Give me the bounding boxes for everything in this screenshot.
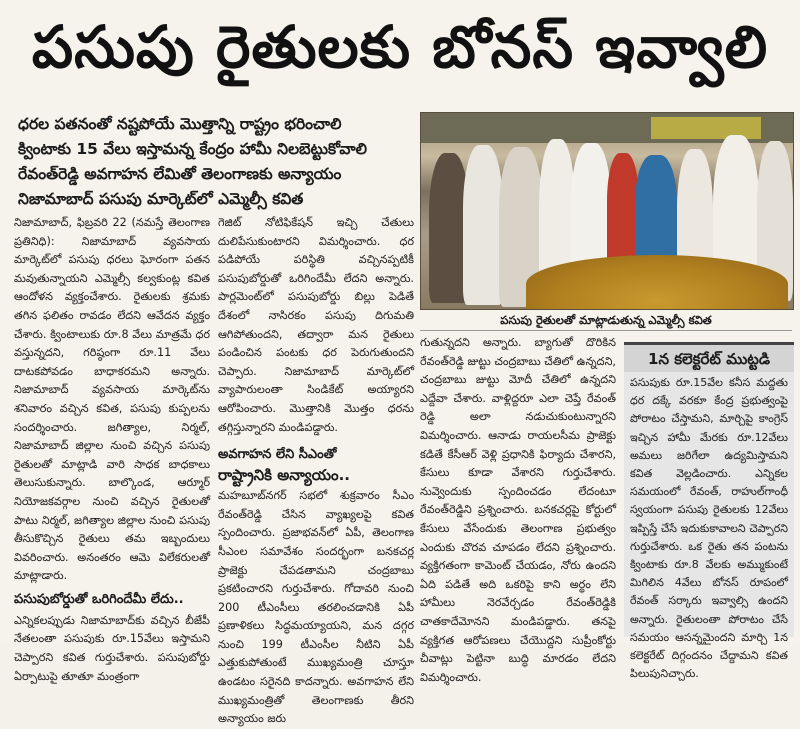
article-paragraph: గుతున్నదని అన్నారు. బ్యాగుతో దొరికిన రేవంత్‌రెడ్డి జుట్టు చంద్రబాబు చేతిలో ఉన్నదని, చంద్రబాబు జుట్టు మోదీ చేతిలో ఉన్నదని ఎద్దేవా చేశారు. వాళ్లిద్దరూ ఎలా చెప్తే రేవంత్ రెడ్డి అలా నడుచుకుంటున్నారని విమర్శించారు. ఆనాడు రాయలసీమ ప్రాజెక్టు కడితే కేసీఆర్ వెళ్లి ప్రధానికి ఫిర్యాదు చేశారని, కేసులు కూడా వేశారని గుర్తుచేశారు. నువ్వెందుకు స్పందించడం లేదంటూ రేవంత్‌రెడ్డిని ప్రశ్నించారు. బనకచర్లపై కోర్టులో కేసులు వేసేందుకు తెలంగాణ ప్రభుత్వం ఎందుకు చొరవ చూపడం లేదని ప్రశ్నించారు. వ్యక్తిగతంగా కామెంట్ చేయడం, నోరు ఉందని ఏది పడితే అది ఒకరిపై కాని అర్థం లేని హామీలు నెరవేర్చడం రేవంత్‌రెడ్డికి చాతకాదేమోనని మండిపడ్డారు. తనపై వ్యక్తిగత ఆరోపణలు చేయొద్దని సుప్రీంకోర్టు చీవాట్లు పెట్టినా బుద్ధి మారడం లేదని విమర్శించారు.: [420, 336, 616, 684]
section-heading: పసుపుబోర్డుతో ఒరిగిందేమీ లేదు..: [14, 591, 184, 607]
sidebar-box: [624, 342, 794, 681]
article-column-1: [14, 214, 210, 686]
article-column-3: [420, 334, 616, 687]
photo-person: [463, 145, 503, 305]
article-paragraph: మహబూబ్‌నగర్ సభలో శుక్రవారం సీఎం రేవంత్‌రెడ్డి చేసిన వ్యాఖ్యలపై కవిత స్పందించారు. ప్రజాభవన్‌లో ఏపీ, తెలంగాణ సీఎంల సమావేశం సందర్భంగా బనకచర్ల ప్రాజెక్టు చేపడతామని చంద్రబాబు ప్రకటించారని గుర్తుచేశారు. గోదావరి నుంచి 200 టీఎంసీలు తరలించడానికి ఏపీ ప్రణాళికలు సిద్ధమయ్యాయని, మన దగ్గర నుంచి 199 టీఎంసీల నీటిని ఏపీ ఎత్తుకుపోతుంటే ముఖ్యమంత్రి చూస్తూ ఉండటం సరైనది కాదన్నారు. అవగాహన లేని ముఖ్యమంత్రితో తెలంగాణకు తీరని అన్యాయం జరు: [218, 489, 414, 726]
sidebar-box-body: పసుపుకు రూ.15వేల కనీస మద్దతు ధర దక్కే వరకూ కేంద్ర ప్రభుత్వంపై పోరాటం చేస్తామని, మార్చిపై కాంగ్రెస్ ఇచ్చిన హామీ మేరకు రూ.12వేలు అమలు జరిగేలా ఉద్యమిస్తామని కవిత వెల్లడించారు. ఎన్నికల సమయంలో రేవంత్, రాహుల్‌గాంధీ స్వయంగా పసుపు రైతులకు 12వేలు ఇప్పిస్తే చేసే ఇదుకుకావాలని చెప్పారని గుర్తుచేశారు. ఒక రైతు తన పంటను క్వింటాకు రూ.8 వేలకు అమ్ముకుంటే మిగిలిన 4వేలు బోనస్ రూపంలో రేవంత్ సర్కారు ఇవ్వాల్సి ఉందని అన్నారు. రైతులంతా పోరాటం చేసే సమయం ఆసన్నమైందని మార్చి 1న కలెక్టరేట్ దిగ్గందనం చేద్దామని కవిత పిలుపునిచ్చారు.: [630, 376, 788, 681]
article-column-2: [218, 214, 414, 729]
article-paragraph: నిజామాబాద్, ఫిబ్రవరి 22 (నమస్తే తెలంగాణ ప్రతినిధి): నిజామాబాద్ వ్యవసాయ మార్కెట్‌లో పసుపు ధరలు ఘోరంగా పతన మవుతున్నాయని ఎమ్మెల్సీ కల్వకుంట్ల కవిత ఆందోళన వ్యక్తంచేశారు. రైతులకు శ్రమకు తగిన ఫలితం రావడం లేదని ఆవేదన వ్యక్తం చేశారు. క్వింటాలుకు రూ.8 వేలు మాత్రమే ధర వస్తున్నదని, గరిష్ఠంగా రూ.11 వేలు దాటకపోవడం బాధాకరమని అన్నారు. నిజామాబాద్ వ్యవసాయ మార్కెట్‌ను శనివారం వచ్చిన కవిత, పసుపు కుప్పలను సందర్శించారు. జగిత్యాల, నిర్మల్, నిజామాబాద్ జిల్లాల నుంచి వచ్చిన పసుపు రైతులతో మాట్లాడి వారి సాధక బాధకాలు తెలుసుకున్నారు. బాల్కొండ, ఆర్మూర్ నియోజకవర్గాల నుంచి వచ్చిన రైతులతో పాటు నిర్మల్, జగిత్యాల జిల్లాల నుంచి పసుపు తీసుకొచ్చిన రైతులు తమ ఇబ్బందులు వివరించారు. అనంతరం ఆమె విలేకరులతో మాట్లాడారు.: [14, 216, 210, 583]
news-photo: [420, 112, 794, 310]
sidebar-box-title: 1న కలెక్టరేట్ ముట్టడి: [624, 345, 794, 372]
article-paragraph: ఎన్నికలప్పుడు నిజామాబాద్‌కు వచ్చిన బీజేపీ నేతలంతా పసుపుకు రూ.15వేలు ఇస్తామని చెప్పారని కవిత గుర్తుచేశారు. పసుపుబోర్డు ఏర్పాటుపై తూతూ మంత్రంగా: [14, 613, 210, 683]
photo-caption: పసుపు రైతులతో మాట్లాడుతున్న ఎమ్మెల్సీ కవిత: [420, 310, 792, 331]
article-paragraph: గెజిట్ నోటిఫికేషన్ ఇచ్చి చేతులు దులిపేసుకుంటారని విమర్శించారు. ధర పడిపోయే పరిస్థితి వచ్చినప్పటికీ పసుపుబోర్డుతో ఒరిగిందేమీ లేదని అన్నారు. పార్లమెంట్‌లో పసుపుబోర్డు బిల్లు పెడితే దేశంలో నాసిరకం పసుపు దిగుమతి ఆగిపోతుందని, తద్వారా మన రైతులు పండించిన పంటకు ధర పెరుగుతుందని చెప్పారు. నిజామాబాద్ మార్కెట్‌లో వ్యాపారులంతా సిండికేట్ అయ్యారని ఆరోపించారు. మొత్తానికి మొత్తం ధరను తగ్గిస్తున్నారని మండిపడ్డారు.: [218, 216, 414, 434]
section-heading: రాష్ట్రానికి అన్యాయం..: [218, 466, 350, 485]
turmeric-pile: [526, 255, 788, 310]
subheading: నిజామాబాద్ పసుపు మార్కెట్‌లో ఎమ్మెల్సీ కవిత: [18, 190, 304, 208]
subheading: రేవంత్‌రెడ్డి అవగాహన లేమితో తెలంగాణకు అన్యాయం: [18, 165, 342, 183]
subheading: ధరల పతనంతో నష్టపోయే మొత్తాన్ని రాష్ట్రం భరించాలి: [18, 115, 342, 133]
section-heading: అవగాహన లేని సీఎంతో: [218, 447, 337, 463]
subheading: క్వింటాకు 15 వేలు ఇస్తామన్న కేంద్రం హామీ నిలబెట్టుకోవాలి: [18, 140, 367, 158]
headline: పసుపు రైతులకు బోనస్ ఇవ్వాలి: [31, 12, 769, 81]
subheadings: [18, 112, 416, 212]
